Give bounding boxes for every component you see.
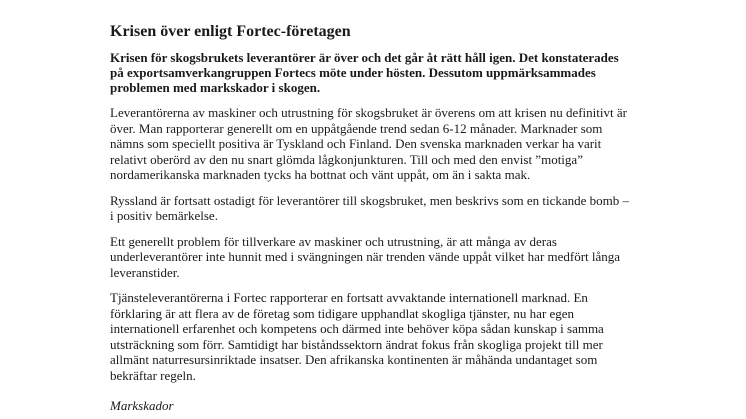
section-subheading: Markskador	[110, 398, 174, 413]
article-title: Krisen över enligt Fortec-företagen	[110, 23, 351, 40]
paragraph-3: Ett generellt problem för tillverkare av maskiner och utrustning, är att många av deras underleverantörer inte hunnit med i svängningen när trenden vände uppåt vilket har medfört långa leveranstider.	[110, 233, 621, 280]
paragraph-4: Tjänsteleverantörerna i Fortec rapporterar en fortsatt avvaktande internationell marknad. En förklaring är att flera av de företag som tidigare upphandlat skogliga tjänster, nu har egen internationell erfarenhet och kompetens och därmed inte behöver köpa sådan kunskap i samma utsträckning som förr. Samtidigt har biståndssektorn ändrat fokus från skogliga projekt till mer allmänt naturresursinriktade insatser. Den afrikanska kontinenten är måhända undantaget som bekräftar regeln.	[110, 290, 604, 383]
paragraph-1: Leverantörerna av maskiner och utrustning för skogsbruket är överens om att krisen nu definitivt är över. Man rapporterar generellt om en uppåtgående trend sedan 6-12 månader. Marknader som nämns som speciellt positiva är Tyskland och Finland. Den svenska marknaden verkar ha varit relativt oberörd av den nu snart glömda lågkonjunkturen. Till och med den envist ”motiga” nordamerikanska marknaden tycks ha bottnat och vänt uppåt, om än i sakta mak.	[110, 105, 627, 182]
paragraph-2: Ryssland är fortsatt ostadigt för leverantörer till skogsbruket, men beskrivs som en tickande bomb – i positiv bemärkelse.	[110, 192, 630, 223]
article-lead: Krisen för skogsbrukets leverantörer är över och det går åt rätt håll igen. Det konstaterades på exportsamverkangruppen Fortecs möte under hösten. Dessutom uppmärksammades problemen med markskador i skogen.	[110, 50, 619, 95]
document-body	[110, 22, 630, 393]
